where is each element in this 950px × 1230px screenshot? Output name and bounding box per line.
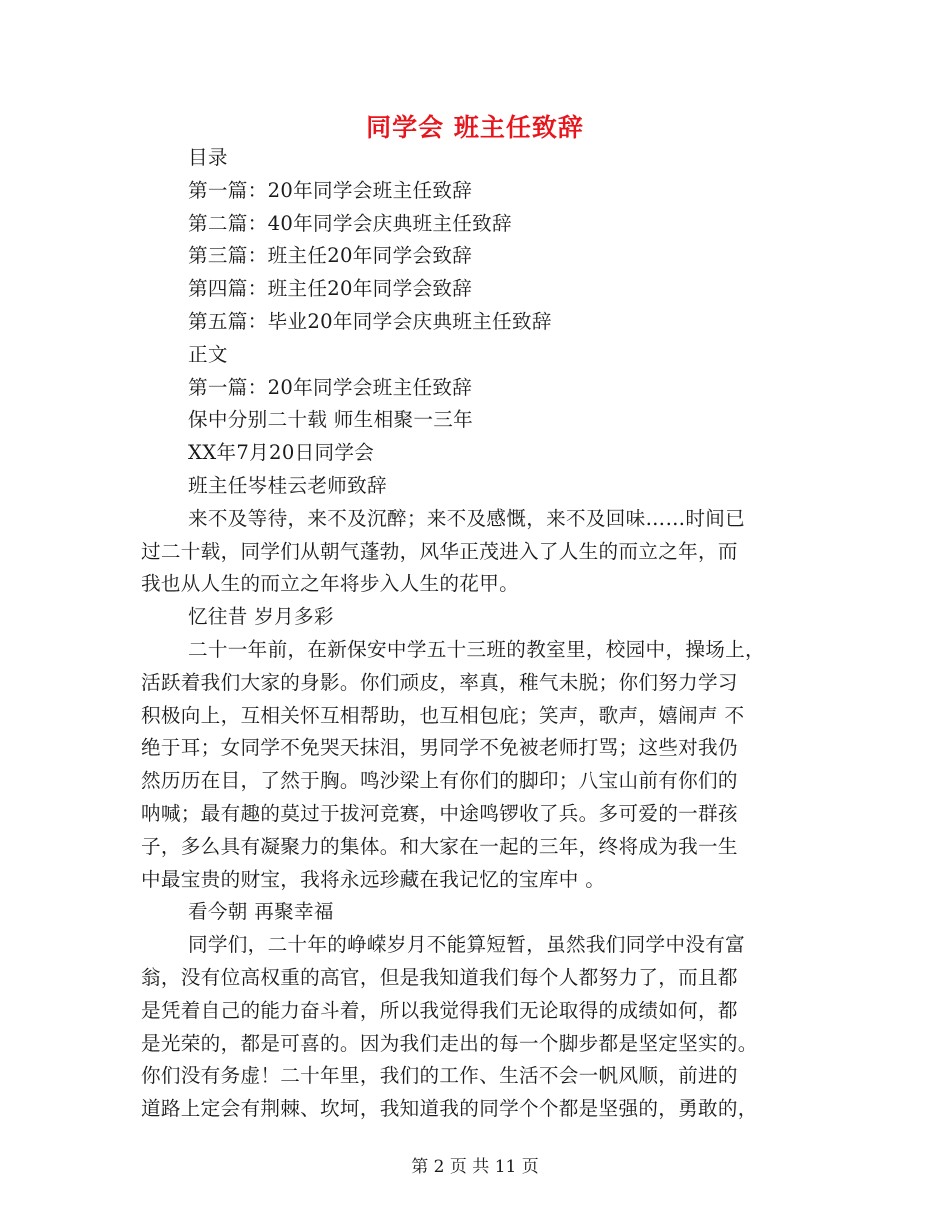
- text-line: 忆往昔 岁月多彩: [188, 605, 334, 629]
- text-line: 我也从人生的而立之年将步入人生的花甲。: [141, 572, 519, 596]
- text-line: 看今朝 再聚幸福: [188, 900, 334, 924]
- text-line: 过二十载，同学们从朝气蓬勃，风华正茂进入了人生的而立之年，而: [141, 539, 738, 563]
- text-line: 第四篇：班主任20年同学会致辞: [188, 277, 473, 301]
- text-line: 第一篇：20年同学会班主任致辞: [188, 375, 473, 399]
- page-footer: 第 2 页 共 11 页: [411, 1157, 539, 1177]
- text-line: 积极向上，互相关怀互相帮助，也互相包庇；笑声，歌声，嬉闹声 不: [141, 703, 745, 727]
- text-line: 然历历在目，了然于胸。鸣沙梁上有你们的脚印；八宝山前有你们的: [141, 769, 738, 793]
- text-line: 你们没有务虚！二十年里，我们的工作、生活不会一帆风顺，前进的: [141, 1064, 738, 1088]
- text-line: 中最宝贵的财宝，我将永远珍藏在我记忆的宝库中 。: [141, 867, 606, 891]
- text-line: 第五篇：毕业20年同学会庆典班主任致辞: [188, 309, 552, 333]
- text-line: 是凭着自己的能力奋斗着，所以我觉得我们无论取得的成绩如何，都: [141, 998, 738, 1022]
- document-title: 同学会 班主任致辞: [366, 113, 584, 142]
- text-line: 正文: [188, 342, 228, 366]
- text-line: 道路上定会有荆棘、坎坷，我知道我的同学个个都是坚强的，勇敢的，: [141, 1097, 758, 1121]
- text-line: 来不及等待，来不及沉醉；来不及感慨，来不及回味……时间已: [188, 506, 746, 530]
- text-line: 第二篇：40年同学会庆典班主任致辞: [188, 211, 512, 235]
- text-line: 呐喊；最有趣的莫过于拔河竞赛，中途鸣锣收了兵。多可爱的一群孩: [141, 801, 738, 825]
- document-body: [141, 142, 821, 1126]
- text-line: 同学们，二十年的峥嵘岁月不能算短暂，虽然我们同学中没有富: [188, 933, 746, 957]
- text-line: 翁，没有位高权重的高官，但是我知道我们每个人都努力了，而且都: [141, 965, 738, 989]
- text-line: 活跃着我们大家的身影。你们顽皮，率真，稚气未脱；你们努力学习: [141, 670, 738, 694]
- text-line: 二十一年前，在新保安中学五十三班的教室里，校园中，操场上，: [188, 637, 765, 661]
- text-line: 保中分别二十载 师生相聚一三年: [188, 408, 474, 432]
- text-line: 绝于耳；女同学不免哭天抹泪，男同学不免被老师打骂；这些对我仍: [141, 736, 738, 760]
- text-line: 第三篇：班主任20年同学会致辞: [188, 244, 473, 268]
- text-line: 是光荣的，都是可喜的。因为我们走出的每一个脚步都是坚定坚实的。: [141, 1031, 758, 1055]
- text-line: 第一篇：20年同学会班主任致辞: [188, 178, 473, 202]
- text-line: 目录: [188, 146, 228, 169]
- text-line: 子，多么具有凝聚力的集体。和大家在一起的三年，终将成为我一生: [141, 834, 738, 858]
- text-line: 班主任岑桂云老师致辞: [188, 473, 387, 497]
- text-line: XX年7月20日同学会: [188, 441, 375, 465]
